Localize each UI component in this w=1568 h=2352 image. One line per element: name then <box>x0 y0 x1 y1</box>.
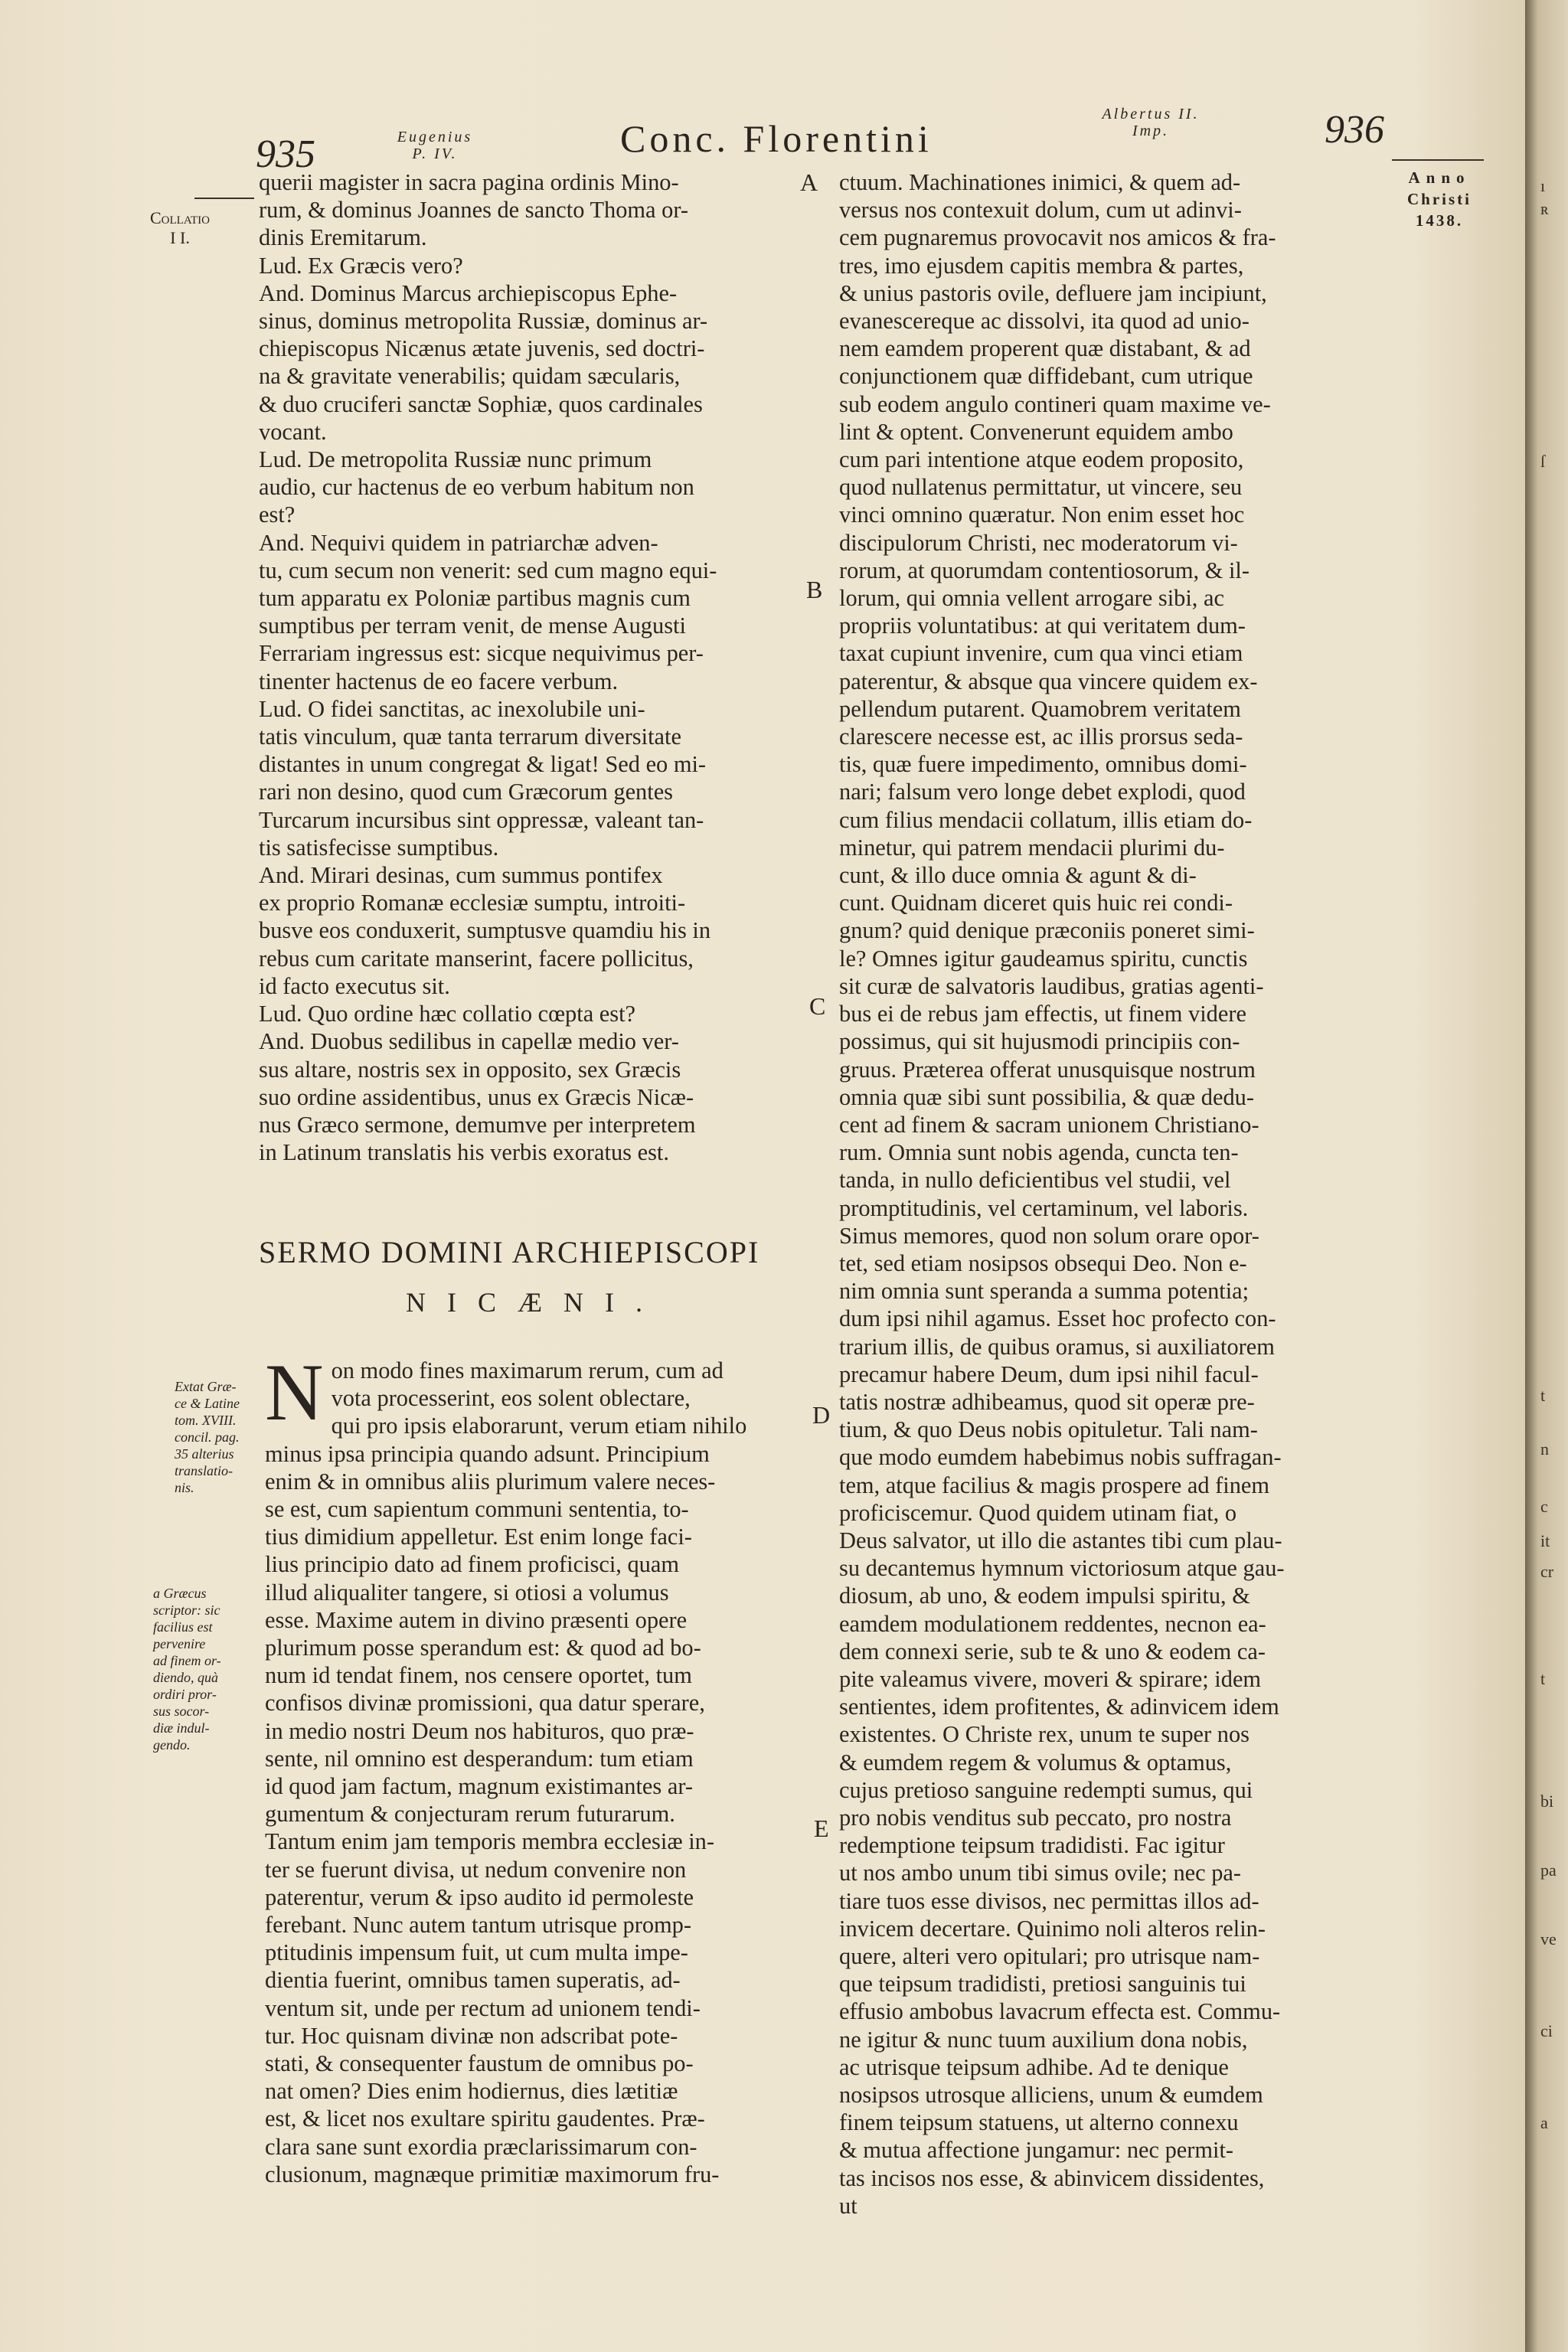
text-line: ut nos ambo unum tibi simus ovile; nec pa- <box>839 1860 1242 1886</box>
facing-page-glyph: ve <box>1540 1929 1557 1949</box>
margin-note-line: nis. <box>175 1480 194 1495</box>
text-line: taxat cupiunt invenire, cum qua vinci etiam <box>839 640 1243 667</box>
anno-rule-top <box>1392 159 1484 161</box>
text-line: tu, cum secum non venerit: sed cum magno equi- <box>259 557 717 583</box>
margin-note-line: gendo. <box>153 1737 191 1753</box>
text-line: tis satisfecisse sumptibus. <box>259 834 499 861</box>
margin-note-line: diæ indul- <box>153 1720 210 1736</box>
text-line: rebus cum caritate manserint, facere pollicitus, <box>259 945 694 972</box>
text-line: rorum, at quorumdam contentiosorum, & il- <box>839 557 1250 583</box>
text-line: ac utrisque teipsum adhibe. Ad te denique <box>839 2053 1229 2080</box>
text-line: que teipsum tradidisti, pretiosi sanguinis tui <box>839 1971 1246 1998</box>
text-line: minetur, qui patrem mendacii plurimi du- <box>839 834 1225 861</box>
text-line: Turcarum incursibus sint oppressæ, valeant tan- <box>259 806 704 833</box>
left-column-sermo <box>265 1348 805 2188</box>
text-line: Simus memores, quod non solum orare opor- <box>839 1222 1259 1249</box>
text-line: diosum, ab uno, & eodem impulsi spiritu, & <box>839 1583 1250 1609</box>
text-line: bus ei de rebus jam effectis, ut finem videre <box>839 1001 1246 1027</box>
text-line: quod nullatenus permittatur, ut vincere, seu <box>839 474 1243 501</box>
text-line: on modo fines maximarum rerum, cum ad <box>331 1357 724 1383</box>
facing-page-glyph: cr <box>1540 1562 1554 1581</box>
text-line: existentes. O Christe rex, unum te super nos <box>839 1721 1250 1748</box>
facing-page-glyph: ſ <box>1540 452 1546 471</box>
header-pope-name: Eugenius <box>397 129 473 145</box>
section-letter-c: C <box>809 992 826 1020</box>
facing-page-glyph: bi <box>1540 1792 1554 1811</box>
text-line: Lud. De metropolita Russiæ nunc primum <box>259 446 652 473</box>
text-line: chiepiscopus Nicænus ætate juvenis, sed doctri- <box>259 335 705 362</box>
text-line: sub eodem angulo contineri quam maxime ve- <box>839 390 1271 417</box>
text-line: busve eos conduxerit, sumptusve quamdiu his in <box>259 917 711 944</box>
facing-page-glyph: t <box>1540 1386 1546 1405</box>
text-line: lorum, qui omnia vellent arrogare sibi, ac <box>839 585 1224 612</box>
text-line: tium, & quo Deus nobis opituletur. Tali nam- <box>839 1416 1258 1443</box>
text-line: nat omen? Dies enim hodiernus, dies lætitiæ <box>265 2078 678 2105</box>
text-line: And. Dominus Marcus archiepiscopus Ephe- <box>259 279 678 306</box>
text-line: minus ipsa principia quando adsunt. Principium <box>265 1440 710 1467</box>
text-line: discipulorum Christi, nec moderatorum vi- <box>839 529 1238 556</box>
text-line: sente, nil omnino est desperandum: tum etiam <box>265 1745 694 1772</box>
text-line: est, & licet nos exultare spiritu gaudentes. Præ- <box>265 2105 705 2132</box>
text-line: paterentur, verum & ipso audito id permoleste <box>265 1883 694 1910</box>
text-line: trarium illis, de quibus oramus, si auxiliatorem <box>839 1333 1275 1360</box>
text-line: enim & in omnibus aliis plurimum valere neces- <box>265 1468 716 1494</box>
text-line: dientia fuerint, omnibus tamen superatis, ad- <box>265 1967 681 1994</box>
margin-note-graecus <box>153 1585 260 1753</box>
text-line: illud aliqualiter tangere, si otiosi a volumus <box>265 1579 669 1606</box>
text-line: tum apparatu ex Poloniæ partibus magnis cum <box>259 585 691 612</box>
section-letter-a: A <box>800 168 818 196</box>
text-line: cent ad finem & sacram unionem Christiano- <box>839 1111 1259 1138</box>
text-line: nim omnia sunt speranda a summa potentia; <box>839 1278 1250 1305</box>
text-line: proficiscemur. Quod quidem utinam fiat, o <box>839 1499 1237 1526</box>
facing-page-edge <box>1525 0 1568 2352</box>
text-line: rari non desino, quod cum Græcorum gentes <box>259 779 674 805</box>
sermo-subtitle: NICÆNI. <box>406 1287 664 1318</box>
text-line: na & gravitate venerabilis; quidam sæcularis, <box>259 363 681 390</box>
text-line: in medio nostri Deum nos habituros, quo præ- <box>265 1717 694 1744</box>
text-line: tatis nostræ adhibeamus, quod sit operæ pre- <box>839 1388 1255 1415</box>
text-line: tur. Hoc quisnam divinæ non adscribat pote- <box>265 2022 678 2049</box>
text-line: tas incisos nos esse, & abinvicem dissidentes, <box>839 2164 1265 2191</box>
text-line: tet, sed etiam nosipsos obsequi Deo. Non e- <box>839 1250 1247 1276</box>
text-line: sit curæ de salvatoris laudibus, gratias agenti- <box>839 972 1264 999</box>
text-line: tius dimidium appelletur. Est enim longe faci- <box>265 1524 692 1550</box>
text-line: effusio ambobus lavacrum effecta est. Commu- <box>839 1998 1281 2025</box>
text-line: tis, quæ fuere impedimento, omnibus domi- <box>839 751 1247 778</box>
text-line: id quod jam factum, magnum existimantes ar- <box>265 1773 693 1800</box>
margin-note-line: facilius est <box>153 1619 213 1635</box>
text-line: que modo eumdem habebimus nobis suffragan- <box>839 1444 1282 1471</box>
text-line: dum ipsi nihil agamus. Esset hoc profecto con- <box>839 1305 1276 1332</box>
text-line: tres, imo ejusdem capitis membra & partes, <box>839 252 1244 279</box>
text-line: And. Mirari desinas, cum summus pontifex <box>259 862 663 889</box>
text-line: lius principio dato ad finem proficisci, quam <box>265 1551 679 1578</box>
text-line: lint & optent. Convenerunt equidem ambo <box>839 418 1233 445</box>
facing-page-glyph: c <box>1540 1497 1548 1516</box>
text-line: finem teipsum statuens, ut alterno connexu <box>839 2109 1239 2136</box>
text-line: plurimum posse sperandum est: & quod ad bo- <box>265 1635 701 1661</box>
text-line: su decantemus hymnum victoriosum atque gau- <box>839 1555 1285 1582</box>
text-line: num id tendat finem, nos censere oportet, tum <box>265 1662 692 1689</box>
text-line: nus Græco sermone, demumve per interpretem <box>259 1111 696 1138</box>
text-line: nem eamdem properent quæ distabant, & ad <box>839 335 1251 362</box>
margin-anno-christi <box>1392 167 1487 231</box>
text-line: Lud. Quo ordine hæc collatio cœpta est? <box>259 1001 636 1027</box>
text-line: possimus, qui sit hujusmodi principiis con- <box>839 1028 1240 1055</box>
margin-note-line: pervenire <box>153 1636 206 1651</box>
text-line: ut <box>839 2192 858 2219</box>
running-title: Conc. Florentini <box>620 117 933 160</box>
text-line: sumptibus per terram venit, de mense Augusti <box>259 612 686 639</box>
facing-page-glyph: a <box>1540 2113 1548 2132</box>
text-line: vinci omnino quæratur. Non enim esset hoc <box>839 501 1245 528</box>
text-line: cum filius mendacii collatum, illis etiam do- <box>839 806 1253 833</box>
text-line: precamur habere Deum, dum ipsi nihil facul- <box>839 1361 1259 1387</box>
text-line: sentientes, idem profitentes, & adinvicem idem <box>839 1694 1279 1720</box>
text-line: promptitudinis, vel certaminum, vel laboris. <box>839 1194 1249 1221</box>
margin-note-line: a Græcus <box>153 1586 207 1601</box>
text-line: suo ordine assidentibus, unus ex Græcis Nicæ- <box>259 1083 694 1110</box>
text-line: & mutua affectione jungamur: nec permit- <box>839 2137 1234 2164</box>
page-number-left: 935 <box>256 132 315 176</box>
text-line: omnia quæ sibi sunt possibilia, & quæ dedu- <box>839 1083 1254 1110</box>
text-line: paterentur, & absque qua vincere quidem ex- <box>839 668 1258 694</box>
text-line: nosipsos utrosque alliciens, unum & eumdem <box>839 2082 1263 2109</box>
text-line: pellendum putarent. Quamobrem veritatem <box>839 695 1241 722</box>
margin-note-line: Extat Græ- <box>175 1379 237 1394</box>
text-line: tanda, in nullo deficientibus vel studii, vel <box>839 1167 1231 1194</box>
margin-collatio <box>150 208 210 248</box>
text-line: stati, & consequenter faustum de omnibus po- <box>265 2050 694 2077</box>
text-line: propriis voluntatibus: at qui veritatem dum- <box>839 612 1246 639</box>
header-emperor-name: Albertus II. <box>1102 106 1200 122</box>
text-line: est? <box>259 501 296 528</box>
text-line: se est, cum sapientum communi sententia, to- <box>265 1496 689 1523</box>
text-line: clara sane sunt exordia præclarissimarum con- <box>265 2133 697 2160</box>
text-line: invicem decertare. Quinimo noli alteros relin- <box>839 1915 1266 1942</box>
text-line: Deus salvator, ut illo die astantes tibi cum plau- <box>839 1527 1282 1553</box>
margin-note-line: ad finem or- <box>153 1653 221 1668</box>
text-line: tiare tuos esse divisos, nec permittas illos ad- <box>839 1887 1259 1914</box>
facing-page-glyph: n <box>1540 1439 1549 1459</box>
text-line: eamdem modulationem reddentes, necnon ea- <box>839 1610 1266 1637</box>
text-line: & duo cruciferi sanctæ Sophiæ, quos cardinales <box>259 390 703 417</box>
text-line: nari; falsum vero longe debet explodi, quod <box>839 779 1246 805</box>
text-line: vota processerint, eos solent oblectare, <box>331 1385 691 1412</box>
text-line: conjunctionem quæ diffidebant, cum utrique <box>839 363 1253 390</box>
sermo-title: SERMO DOMINI ARCHIEPISCOPI <box>259 1235 760 1269</box>
text-line: quere, alteri vero opitulari; pro utrisque nam- <box>839 1943 1260 1969</box>
facing-page-glyph: ı <box>1540 176 1546 195</box>
section-letter-b: B <box>806 576 823 603</box>
text-line: cem pugnaremus provocavit nos amicos & fra- <box>839 224 1276 251</box>
text-line: rum, & dominus Joannes de sancto Thoma or- <box>259 197 688 224</box>
text-line: vocant. <box>259 418 327 445</box>
text-line: cujus pretioso sanguine redempti sumus, qui <box>839 1776 1253 1803</box>
text-line: dem connexi serie, sub te & uno & eodem ca- <box>839 1638 1266 1664</box>
margin-note-line: concil. pag. <box>175 1429 240 1445</box>
text-line: tinenter hactenus de eo facere verbum. <box>259 668 619 694</box>
facing-page-glyph: pa <box>1540 1860 1557 1880</box>
text-line: evanescereque ac dissolvi, ita quod ad unio- <box>839 308 1250 335</box>
margin-note-line: diendo, quà <box>153 1670 218 1685</box>
margin-note-line: tom. XVIII. <box>175 1413 237 1428</box>
margin-note-extat <box>175 1378 259 1496</box>
margin-note-line: ce & Latine <box>175 1396 240 1411</box>
text-line: id facto executus sit. <box>259 972 450 999</box>
page-number-right: 936 <box>1325 108 1384 152</box>
text-line: And. Nequivi quidem in patriarchæ adven- <box>259 529 658 556</box>
text-line: distantes in unum congregat & ligat! Sed eo mi- <box>259 751 707 778</box>
text-line: ferebant. Nunc autem tantum utrisque promp- <box>265 1912 691 1939</box>
text-line: clusionum, magnæque primitiæ maximorum fru- <box>265 2161 720 2187</box>
text-line: & eumdem regem & volumus & optamus, <box>839 1749 1232 1775</box>
margin-note-line: scriptor: sic <box>153 1602 220 1618</box>
text-line: Tantum enim jam temporis membra ecclesiæ in- <box>265 1828 714 1855</box>
text-line: gnum? quid denique præconiis poneret simi- <box>839 917 1255 944</box>
collatio-number: I I. <box>170 228 190 247</box>
text-line: ne igitur & nunc tuum auxilium dona nobis, <box>839 2026 1248 2053</box>
text-line: esse. Maxime autem in divino præsenti opere <box>265 1606 688 1633</box>
text-line: confisos divinæ promissioni, qua datur sperare, <box>265 1690 705 1717</box>
text-line: in Latinum translatis his verbis exoratus est. <box>259 1139 669 1166</box>
text-line: ex proprio Romanæ ecclesiæ sumptu, introiti- <box>259 890 686 916</box>
text-line: gumentum & conjecturam rerum futurarum. <box>265 1801 675 1828</box>
facing-page-glyph: t <box>1540 1669 1546 1688</box>
text-line: gruus. Præterea offerat unusquisque nostrum <box>839 1056 1256 1083</box>
text-line: cunt. Quidnam diceret quis huic rei condi- <box>839 890 1233 916</box>
left-column-dialogue <box>259 168 799 1166</box>
text-line: qui pro ipsis elaborarunt, verum etiam nihilo <box>331 1413 747 1439</box>
text-line: rum. Omnia sunt nobis agenda, cuncta ten- <box>839 1139 1239 1166</box>
text-line: & unius pastoris ovile, defluere jam incipiunt, <box>839 279 1267 306</box>
facing-page-glyph: it <box>1540 1531 1550 1550</box>
text-line: audio, cur hactenus de eo verbum habitum non <box>259 474 694 501</box>
text-line: Ferrariam ingressus est: sicque nequivimus per- <box>259 640 704 667</box>
text-line: ventum sit, unde per rectum ad unionem tendi- <box>265 1994 701 2021</box>
sermo-text <box>265 1348 805 2188</box>
text-line: dinis Eremitarum. <box>259 224 427 251</box>
header-emperor <box>1093 106 1208 139</box>
text-line: redemptione teipsum tradidisti. Fac igitur <box>839 1832 1225 1859</box>
text-line: tatis vinculum, quæ tanta terrarum diversitate <box>259 724 681 750</box>
text-line: Lud. Ex Græcis vero? <box>259 252 463 279</box>
header-pope-number: P. IV. <box>412 145 458 162</box>
facing-page-glyph: ci <box>1540 2021 1553 2040</box>
anno-label: Anno <box>1408 168 1471 187</box>
text-line: tem, atque facilius & magis prospere ad finem <box>839 1472 1270 1498</box>
text-line: And. Duobus sedilibus in capellæ medio ver- <box>259 1028 679 1055</box>
collatio-rule <box>194 198 254 199</box>
section-letter-d: D <box>812 1401 831 1429</box>
text-line: cunt, & illo duce omnia & agunt & di- <box>839 862 1197 889</box>
text-line: versus nos contexuit dolum, cum ut adinvi- <box>839 197 1242 224</box>
margin-note-line: sus socor- <box>153 1704 210 1719</box>
text-line: clarescere necesse est, ac illis prorsus seda- <box>839 724 1243 750</box>
text-line: ctuum. Machinationes inimici, & quem ad- <box>839 169 1241 195</box>
text-line: ptitudinis impensum fuit, ut cum multa impe- <box>265 1939 688 1966</box>
margin-note-line: 35 alterius <box>175 1446 234 1462</box>
text-line: sus altare, nostris sex in opposito, sex Græcis <box>259 1056 681 1083</box>
drop-cap: N <box>265 1348 324 1437</box>
header-pope <box>389 129 481 162</box>
text-line: ter se fuerunt divisa, ut nedum convenire non <box>265 1856 687 1883</box>
text-line: querii magister in sacra pagina ordinis Mino- <box>259 169 679 195</box>
text-line: sinus, dominus metropolita Russiæ, dominus ar- <box>259 308 708 335</box>
header-emperor-title: Imp. <box>1132 122 1170 139</box>
text-line: pro nobis venditus sub peccato, pro nostra <box>839 1804 1232 1831</box>
text-line: le? Omnes igitur gaudeamus spiritu, cunctis <box>839 945 1248 972</box>
facing-page-glyph: ʀ <box>1540 199 1549 218</box>
text-line: cum pari intentione atque eodem proposito, <box>839 446 1244 473</box>
christi-label: Christi <box>1407 190 1472 208</box>
text-line: pite valeamus vivere, moveri & spirare; idem <box>839 1665 1262 1692</box>
margin-note-line: ordiri pror- <box>153 1687 217 1702</box>
section-letter-e: E <box>814 1815 829 1842</box>
text-line: Lud. O fidei sanctitas, ac inexolubile uni- <box>259 695 645 722</box>
anno-year: 1438. <box>1415 211 1464 230</box>
right-column-text <box>839 168 1393 2220</box>
collatio-label: Collatio <box>150 208 210 227</box>
margin-note-line: translatio- <box>175 1463 234 1478</box>
